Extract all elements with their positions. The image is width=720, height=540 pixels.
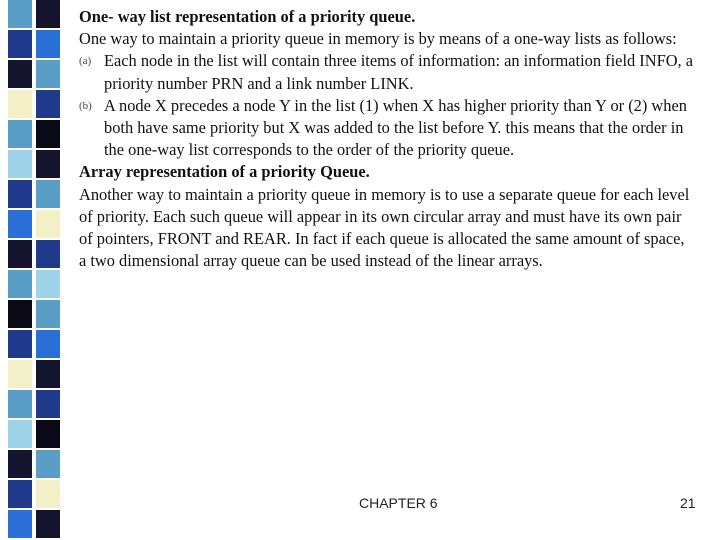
list-item <box>79 50 694 94</box>
mosaic-tile <box>36 60 60 88</box>
mosaic-tile <box>36 150 60 178</box>
mosaic-tile <box>36 210 60 238</box>
mosaic-tile <box>36 360 60 388</box>
list-item-text: Each node in the list will contain three items of information: an information field INFO, a priority number PRN and a link number LINK. <box>104 51 694 93</box>
mosaic-tile <box>8 210 32 238</box>
mosaic-tile <box>8 270 32 298</box>
mosaic-tile <box>36 480 60 508</box>
mosaic-tile <box>36 30 60 58</box>
mosaic-tile <box>8 60 32 88</box>
mosaic-tile <box>8 150 32 178</box>
mosaic-tile <box>36 270 60 298</box>
mosaic-tile <box>8 360 32 388</box>
array-paragraph: Another way to maintain a priority queue in memory is to use a separate queue for each level of priority. Each such queue will appear in its own circular array and must have its own pair of pointers, FRONT and REAR. In fact if each queue is allocated the same amount of space, a two dimensional array queue can be used instead of the linear arrays. <box>79 184 690 271</box>
mosaic-tile <box>36 120 60 148</box>
mosaic-tile <box>8 180 32 208</box>
mosaic-border <box>0 0 66 540</box>
mosaic-tile <box>36 180 60 208</box>
mosaic-tile <box>8 30 32 58</box>
list-marker: (a) <box>79 55 92 68</box>
mosaic-tile <box>8 0 32 28</box>
mosaic-tile <box>8 510 32 538</box>
mosaic-tile <box>36 90 60 118</box>
list-item-text: A node X precedes a node Y in the list (1) when X has higher priority than Y or (2) when both have same priority but X was added to the list before Y. this means that the order in the one-way list corresponds to the order of the priority queue. <box>104 95 687 160</box>
mosaic-tile <box>36 450 60 478</box>
list-marker: (b) <box>79 99 92 112</box>
mosaic-tile <box>8 390 32 418</box>
mosaic-tile <box>8 120 32 148</box>
mosaic-tile <box>36 510 60 538</box>
mosaic-tile <box>36 300 60 328</box>
heading-one-way-list: One- way list representation of a priority queue. <box>79 7 416 26</box>
mosaic-tile <box>8 420 32 448</box>
mosaic-tile <box>36 420 60 448</box>
intro-paragraph: One way to maintain a priority queue in memory is by means of a one-way lists as follows: <box>79 29 677 49</box>
footer-chapter: CHAPTER 6 <box>359 495 438 511</box>
mosaic-tile <box>8 450 32 478</box>
mosaic-tile <box>8 90 32 118</box>
mosaic-tile <box>8 240 32 268</box>
mosaic-tile <box>36 390 60 418</box>
list-item <box>79 95 694 162</box>
mosaic-tile <box>36 240 60 268</box>
slide-content <box>79 6 694 272</box>
mosaic-tile <box>8 300 32 328</box>
mosaic-tile <box>36 0 60 28</box>
heading-array-representation: Array representation of a priority Queue. <box>79 162 370 182</box>
mosaic-tile <box>8 330 32 358</box>
mosaic-tile <box>36 330 60 358</box>
mosaic-tile <box>8 480 32 508</box>
page-number: 21 <box>680 495 696 511</box>
